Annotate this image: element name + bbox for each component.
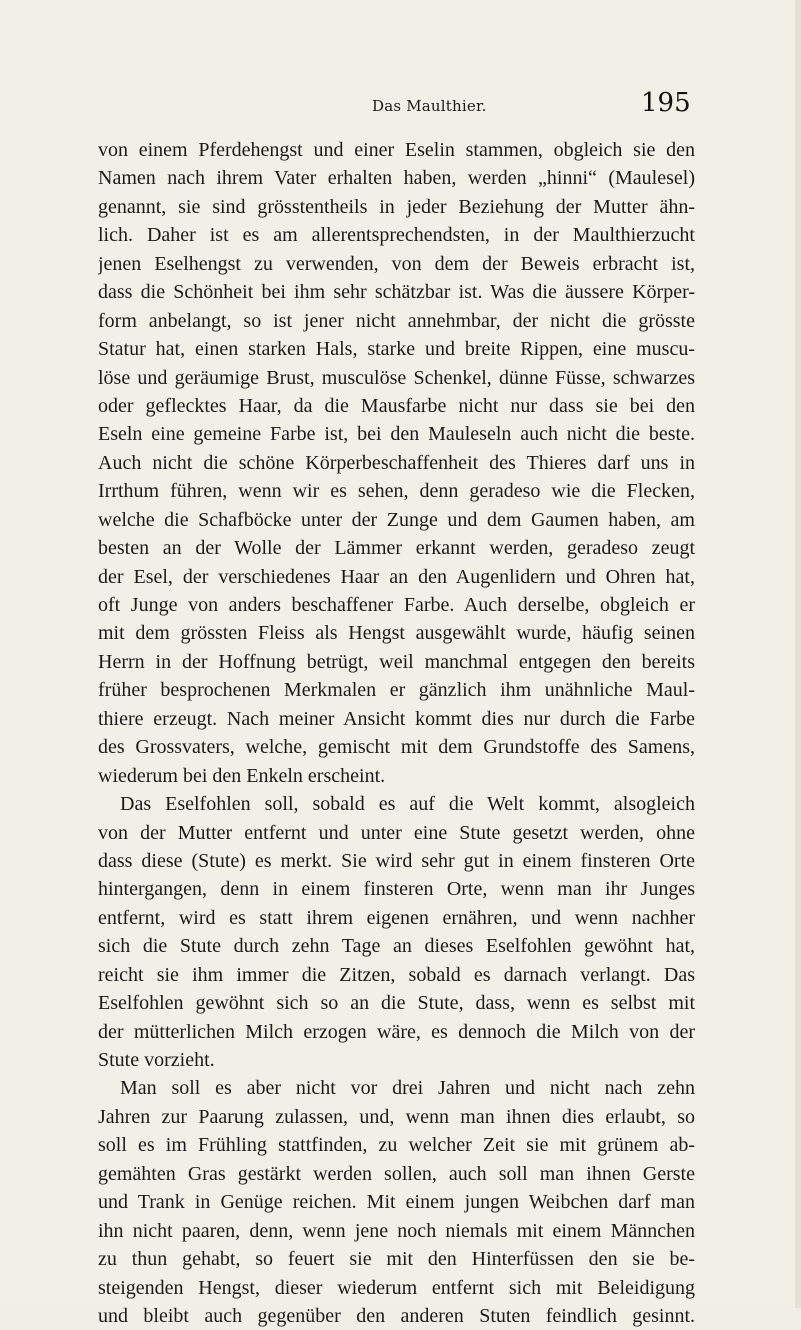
text-line: lich. Daher ist es am allerentsprechendsten, in der Maulthierzucht (98, 224, 695, 247)
text-line: dass die Schönheit bei ihm sehr schätzbar ist. Was die äussere Körper- (98, 281, 695, 304)
page-number: 195 (641, 88, 691, 118)
text-line: Stute vorzieht. (98, 1049, 215, 1071)
text-line: dass diese (Stute) es merkt. Sie wird sehr gut in einem finsteren Orte (98, 849, 695, 872)
text-line: entfernt, wird es statt ihrem eigenen ernähren, und wenn nachher (98, 906, 695, 929)
text-line: Irrthum führen, wenn wir es sehen, denn geradeso wie die Flecken, (98, 480, 695, 503)
text-line: jenen Eselhengst zu verwenden, von dem der Beweis erbracht ist, (98, 252, 695, 275)
text-line: wiederum bei den Enkeln erscheint. (98, 764, 386, 787)
text-line: Das Eselfohlen soll, sobald es auf die Welt kommt, alsogleich (120, 793, 695, 816)
text-line: Namen nach ihrem Vater erhalten haben, werden „hinni“ (Maulesel) (98, 167, 695, 190)
text-line: der Esel, der verschiedenes Haar an den Augenlidern und Ohren hat, (98, 565, 695, 588)
text-line: von einem Pferdehengst und einer Eselin stammen, obgleich sie den (98, 139, 695, 161)
text-line: hintergangen, denn in einem finsteren Orte, wenn man ihr Junges (98, 878, 695, 901)
text-line: form anbelangt, so ist jener nicht annehmbar, der nicht die grösste (98, 309, 695, 332)
text-line: besten an der Wolle der Lämmer erkannt werden, geradeso zeugt (98, 537, 695, 560)
text-line: Herrn in der Hoffnung betrügt, weil manchmal entgegen den bereits (98, 650, 695, 673)
text-line: gemähten Gras gestärkt werden sollen, auch soll man ihnen Gerste (98, 1162, 695, 1185)
text-line: mit dem grössten Fleiss als Hengst ausgewählt wurde, häufig seinen (98, 622, 695, 645)
text-line: Auch nicht die schöne Körperbeschaffenheit des Thieres darf uns in (98, 451, 695, 474)
text-line: zu thun gehabt, so feuert sie mit den Hinterfüssen den sie be- (98, 1248, 695, 1271)
text-line: früher besprochenen Merkmalen er gänzlich ihm unähnliche Maul- (98, 679, 695, 702)
text-line: Man soll es aber nicht vor drei Jahren und nicht nach zehn (120, 1077, 695, 1100)
text-line: löse und geräumige Brust, musculöse Schenkel, dünne Füsse, schwarzes (98, 366, 695, 389)
text-line: welche die Schafböcke unter der Zunge und dem Gaumen haben, am (98, 508, 695, 531)
running-title: Das Maulthier. (372, 97, 487, 115)
text-line: Statur hat, einen starken Hals, starke und breite Rippen, eine muscu- (98, 338, 695, 361)
text-line: und bleibt auch gegenüber den anderen Stuten feindlich gesinnt. (98, 1304, 695, 1327)
page-edge (795, 0, 801, 1308)
text-line: oder geflecktes Haar, da die Mausfarbe nicht nur dass sie bei den (98, 394, 695, 417)
body-text (98, 136, 695, 1330)
text-line: oft Junge von anders beschaffener Farbe. Auch derselbe, obgleich er (98, 594, 695, 616)
text-line: thiere erzeugt. Nach meiner Ansicht kommt dies nur durch die Farbe (98, 707, 695, 730)
text-line: der mütterlichen Milch erzogen wäre, es dennoch die Milch von der (98, 1020, 695, 1043)
text-line: von der Mutter entfernt und unter eine Stute gesetzt werden, ohne (98, 821, 695, 844)
text-line: reicht sie ihm immer die Zitzen, sobald es darnach verlangt. Das (98, 963, 695, 986)
text-line: genannt, sie sind grösstentheils in jeder Beziehung der Mutter ähn- (98, 195, 695, 218)
text-line: Eselfohlen gewöhnt sich so an die Stute, dass, wenn es selbst mit (98, 992, 695, 1015)
running-header (0, 88, 801, 128)
text-line: des Grossvaters, welche, gemischt mit dem Grundstoffe des Samens, (98, 736, 695, 759)
text-line: steigenden Hengst, dieser wiederum entfernt sich mit Beleidigung (98, 1276, 695, 1299)
text-line: sich die Stute durch zehn Tage an dieses Eselfohlen gewöhnt hat, (98, 935, 695, 958)
text-line: ihn nicht paaren, denn, wenn jene noch niemals mit einem Männchen (98, 1219, 695, 1242)
text-line: Eseln eine gemeine Farbe ist, bei den Mauleseln auch nicht die beste. (98, 423, 695, 446)
text-line: Jahren zur Paarung zulassen, und, wenn man ihnen dies erlaubt, so (98, 1105, 695, 1128)
text-line: und Trank in Genüge reichen. Mit einem jungen Weibchen darf man (98, 1191, 695, 1214)
text-line: soll es im Frühling stattfinden, zu welcher Zeit sie mit grünem ab- (98, 1134, 695, 1157)
